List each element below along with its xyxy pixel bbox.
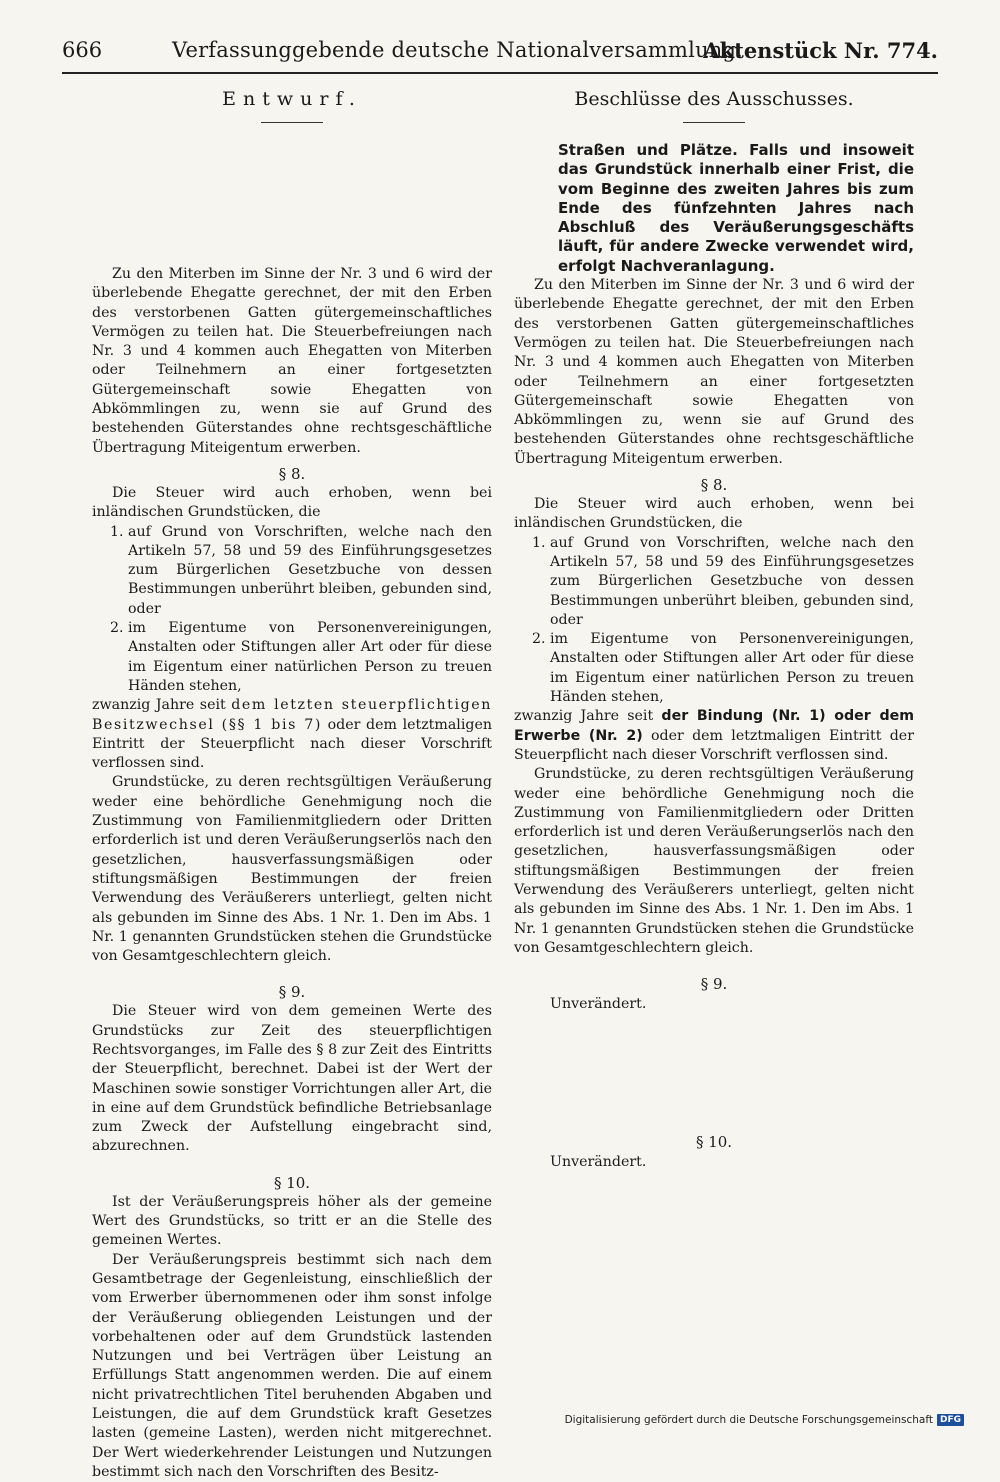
page-header bbox=[62, 38, 938, 72]
running-title: Verfassunggebende deutsche Nationalversammlung. bbox=[172, 38, 744, 62]
digitization-credit bbox=[565, 1414, 964, 1426]
paragraph-miterben: Zu den Miterben im Sinne der Nr. 3 und 6 wird der überlebende Ehegatte gerechnet, der mit den Erben des verstorbenen Gatten gütergemeinschaftliches Vermögen zu teilen hat. Die Steuerbefreiungen nach Nr. 3 und 4 kommen auch Ehegatten von Miterben oder Teilnehmern an einer fortgesetzten Gütergemeinschaft sowie Ehegatten von Abkömmlingen zu, wenn sie auf Grund des bestehenden Güterstandes ohne rechtsgeschäftliche Übertragung Miteigentum erwerben. bbox=[92, 266, 492, 456]
page-number: 666 bbox=[62, 38, 103, 62]
list-item bbox=[110, 523, 492, 619]
dfg-logo: DFG bbox=[937, 1414, 964, 1426]
section-8-paragraph-2: Grundstücke, zu deren rechtsgültigen Veräußerung weder eine behördliche Genehmigung noch die Zustimmung von Familienmitgliedern oder Dritten erforderlich ist und deren Veräußerungserlös nach den gesetzlichen, hausverfassungsmäßigen oder stiftungsmäßigen Bestimmungen der freien Verwendung des Veräußerers unterliegt, gelten nicht als gebunden im Sinne des Abs. 1 Nr. 1. Den im Abs. 1 Nr. 1 genannten Grundstücken stehen die Grundstücke von Gesamtgeschlechtern gleich. bbox=[514, 766, 914, 956]
continuation-start: zwanzig Jahre seit bbox=[92, 697, 232, 714]
spacer bbox=[514, 123, 914, 141]
section-10-title: § 10. bbox=[273, 1173, 311, 1192]
section-8-intro: Die Steuer wird auch erhoben, wenn bei inländischen Grundstücken, die bbox=[514, 496, 914, 532]
draft-column bbox=[92, 88, 492, 1482]
list-number: 2. bbox=[110, 620, 124, 637]
section-9-title: § 9. bbox=[700, 975, 728, 994]
list-text: auf Grund von Vorschriften, welche nach den Artikeln 57, 58 und 59 des Einführungsgesetzes zum Bürgerlichen Gesetzbuche von dessen Bestimmungen unberührt bleiben, gebunden sind, oder bbox=[550, 534, 914, 628]
section-8-continuation bbox=[514, 707, 914, 765]
section-8-continuation bbox=[92, 696, 492, 773]
list-number: 1. bbox=[110, 523, 124, 540]
section-9-title: § 9. bbox=[278, 983, 306, 1002]
bold-emphasis: der Bindung (Nr. 1) oder dem Erwerbe (Nr. 2) bbox=[514, 708, 915, 744]
spaced-emphasis: dem letzten steuerpflichtigen Besitzwechsel (§§ 1 bis 7) bbox=[92, 697, 493, 733]
header-rule bbox=[62, 72, 938, 74]
continuation-end: oder dem letztmaligen Eintritt der Steuerpflicht nach dieser Vorschrift verflossen sind. bbox=[92, 716, 492, 772]
list-item bbox=[532, 630, 914, 707]
draft-heading: Entwurf. bbox=[222, 88, 362, 110]
section-10-paragraph-1: Ist der Veräußerungspreis höher als der gemeine Wert des Grundstücks, so tritt er an die Stelle des gemeinen Wertes. bbox=[92, 1193, 492, 1249]
credit-text: Digitalisierung gefördert durch die Deutsche Forschungsgemeinschaft bbox=[564, 1414, 933, 1426]
list-item bbox=[110, 619, 492, 696]
list-text: im Eigentume von Personenvereinigungen, Anstalten oder Stiftungen aller Art oder für diese im Eigentum einer natürlichen Person zu treuen Händen stehen, bbox=[128, 620, 492, 694]
section-10-title: § 10. bbox=[695, 1133, 733, 1152]
section-10-unchanged: Unverändert. bbox=[550, 1154, 647, 1171]
section-9-paragraph: Die Steuer wird von dem gemeinen Werte des Grundstücks zur Zeit des steuerpflichtigen Rechtsvorganges, im Falle des § 8 zur Zeit des Eintritts der Steuerpflicht, berechnet. Dabei ist der Wert der Maschinen sowie sonstiger Vorrichtungen aller Art, die in eine auf dem Grundstück befindliche Betriebsanlage zum Zweck der Aufstellung eingebracht sind, abzurechnen. bbox=[92, 1003, 492, 1155]
spacer bbox=[514, 1014, 914, 1132]
list-item bbox=[532, 534, 914, 630]
document-number: Aktenstück Nr. 774. bbox=[703, 38, 938, 63]
list-number: 1. bbox=[532, 534, 546, 551]
section-8-title: § 8. bbox=[700, 476, 728, 495]
continuation-end: oder dem letztmaligen Eintritt der Steuerpflicht nach dieser Vorschrift verflossen sind. bbox=[514, 727, 914, 763]
section-9-unchanged: Unverändert. bbox=[550, 996, 647, 1013]
section-10-paragraph-2: Der Veräußerungspreis bestimmt sich nach dem Gesamtbetrage der Gegenleistung, einschließlich der vom Erwerber übernommenen oder ihm sonst infolge der Veräußerung obliegenden Leistungen und der vorbehaltenen oder auf dem Grundstück lastenden Nutzungen und bei Verträgen über Leistung an Erfüllungs Statt angenommen werden. Die auf einem nicht privatrechtlichen Titel beruhenden Abgaben und Leistungen, die auf dem Grundstück kraft Gesetzes lasten (gemeine Lasten), werden nicht mitgerechnet. Der Wert wiederkehrender Leistungen und Nutzungen bestimmt sich nach den Vorschriften des Besitz- bbox=[92, 1251, 492, 1480]
continuation-start: zwanzig Jahre seit bbox=[514, 708, 662, 725]
committee-column bbox=[514, 88, 914, 1172]
section-8-paragraph-2: Grundstücke, zu deren rechtsgültigen Veräußerung weder eine behördliche Genehmigung noch die Zustimmung von Familienmitgliedern oder Dritten erforderlich ist und deren Veräußerungserlös nach den gesetzlichen, hausverfassungsmäßigen oder stiftungsmäßigen Bestimmungen der freien Verwendung des Veräußerers unterliegt, gelten nicht als gebunden im Sinne des Abs. 1 Nr. 1. Den im Abs. 1 Nr. 1 genannten Grundstücken stehen die Grundstücke von Gesamtgeschlechtern gleich. bbox=[92, 774, 492, 965]
section-8-list bbox=[514, 534, 914, 708]
committee-heading: Beschlüsse des Ausschusses. bbox=[574, 88, 854, 110]
list-text: im Eigentume von Personenvereinigungen, Anstalten oder Stiftungen aller Art oder für diese im Eigentum einer natürlichen Person zu treuen Händen stehen, bbox=[550, 631, 914, 706]
bold-amendment: Straßen und Plätze. Falls und insoweit das Grundstück innerhalb einer Frist, die vom Beginne des zweiten Jahres bis zum Ende des fünfzehnten Jahres nach Abschluß des Veräußerungsgeschäfts läuft, für andere Zwecke verwendet wird, erfolgt Nachveranlagung. bbox=[558, 141, 914, 275]
section-8-list bbox=[92, 523, 492, 697]
section-8-intro: Die Steuer wird auch erhoben, wenn bei inländischen Grundstücken, die bbox=[92, 484, 492, 521]
paragraph-miterben: Zu den Miterben im Sinne der Nr. 3 und 6 wird der überlebende Ehegatte gerechnet, der mit den Erben des verstorbenen Gatten gütergemeinschaftliches Vermögen zu teilen hat. Die Steuerbefreiungen nach Nr. 3 und 4 kommen auch Ehegatten von Miterben oder Teilnehmern an einer fortgesetzten Gütergemeinschaft sowie Ehegatten von Abkömmlingen zu, wenn sie auf Grund des bestehenden Güterstandes ohne rechtsgeschäftliche Übertragung Miteigentum erwerben. bbox=[514, 277, 914, 467]
list-number: 2. bbox=[532, 631, 546, 648]
list-text: auf Grund von Vorschriften, welche nach den Artikeln 57, 58 und 59 des Einführungsgesetzes zum Bürgerlichen Gesetzbuche von dessen Bestimmungen unberührt bleiben, gebunden sind, oder bbox=[128, 523, 492, 617]
section-8-title: § 8. bbox=[278, 464, 306, 483]
spacer bbox=[92, 123, 492, 265]
